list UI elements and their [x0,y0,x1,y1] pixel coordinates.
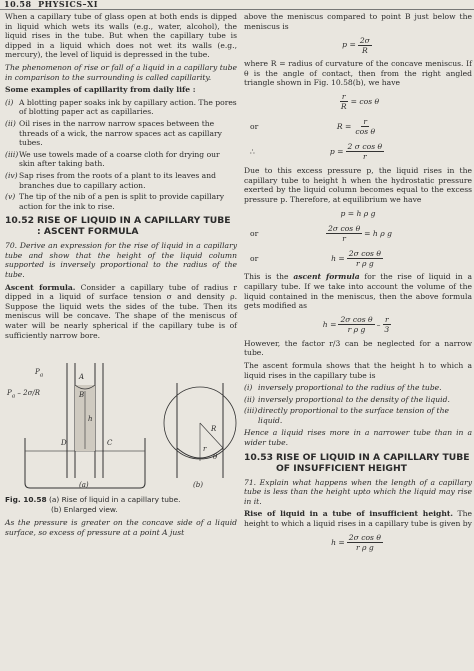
label-a: (a) [79,481,89,490]
equation-3: or R = $\frac{r}{\text{cos θ}}$ [250,117,376,137]
list-item: (v) The tip of the nib of a pen is split to provide capillary action for the ink to rise. [5,192,225,211]
section-heading-10-53: 10.53 RISE OF LIQUID IN A CAPILLARY TUBE OF INSUFFICIENT HEIGHT [244,451,470,474]
equation-2: $\frac{r}{R}$ = cos θ [340,92,380,112]
intro-paragraph: When a capillary tube of glass open at both ends is dipped in liquid which wets its walls (e.g., water, alcohol), the liquid rises in the tube. But when the capillary tube is dipped in a liquid which does not wet its walls (e.g., mercury), the level of liquid is depressed in the tube. [5,12,237,60]
equation-1: p = $\frac{2\sigma}{R}$ [342,35,370,55]
examples-list [5,98,237,212]
equation-6: or $\frac{\text{2σ cos θ}}{r}$ = h ρ g [250,223,392,243]
page-header [0,0,474,10]
capillary-figure [5,343,237,493]
section-heading-10-52: 10.52 RISE OF LIQUID IN A CAPILLARY TUBE : ASCENT FORMULA [5,215,231,238]
label-R: R [211,425,217,434]
equation-9: h = $\frac{\text{2σ cos θ}}{\text{r ρ g}}$ [331,533,381,553]
book-title: PHYSICS–XI [38,0,99,9]
closing-paragraph: As the pressure is greater on the concave side of a liquid surface, so excess of pressure at a point A just [5,518,237,537]
right-intro: above the meniscus compared to point B just below the meniscus is [244,12,472,31]
equation-8: h = $\frac{\text{2σ cos θ}}{\text{r ρ g}}$ – $\frac{r}{3}$ [322,315,390,335]
equation-7: or h = $\frac{\text{2σ cos θ}}{\text{r ρ g}}$ [250,248,381,268]
left-column [5,12,237,541]
label-theta: θ [213,453,218,462]
list-item: (i) A blotting paper soaks ink by capillary action. The pores of blotting paper act as capillaries. [5,97,237,117]
list-item: (ii) inversely proportional to the density of the liquid. [244,394,450,404]
equation-4: ∴ p = $\frac{\text{2 σ cos θ}}{r}$ [250,142,383,162]
list-item: (ii) Oil rises in the narrow narrow spaces between the threads of a wick, the narrow spaces act as capillary tubes. [5,118,222,148]
label-pa: $P_a$ [35,368,44,379]
properties-list [244,383,472,425]
label-r: r [203,445,207,454]
label-p-eq: $P_a - 2\sigma/R$ [7,389,41,400]
figure-caption: Fig. 10.58 (a) Rise of liquid in a capillary tube. (b) Enlarged view. [5,495,181,514]
question-71: 71. Explain what happens when the length of a capillary tube is less than the height upto which the liquid may rise in it. [244,477,472,506]
pressure-paragraph: Due to this excess pressure p, the liquid rises in the capillary tube to height h when the hydrostatic pressure exerted by the liquid column becomes equal to the excess pressure p. Therefore, at equilibrium we have [244,165,472,204]
list-item: (iv) Sap rises from the roots of a plant to its leaves and branches due to capillary action. [5,170,216,190]
label-B: B [79,391,85,400]
examples-heading: Some examples of capillarity from daily life : [5,85,196,95]
height-paragraph: The ascent formula shows that the height h to which a liquid rises in the capillary tube is [244,360,472,380]
list-item: (i) inversely proportional to the radius of the tube. [244,383,442,393]
label-h: h [88,415,93,424]
neglect-paragraph: However, the factor r/3 can be neglected for a narrow tube. [244,338,472,358]
capillary-diagram [5,343,237,493]
page-number: 10.58 [4,0,32,9]
ascent-formula-paragraph: This is the ascent formula for the rise of liquid in a capillary tube. If we take into account the volume of the liquid contained in the meniscus, then the above formula gets modified as [244,272,472,311]
right-column [244,12,472,557]
label-C: C [107,439,113,448]
radius-paragraph: where R = radius of curvature of the concave meniscus. If θ is the angle of contact, then from the right angled triangle shown in Fig. 10.58(b), we have [244,59,472,88]
question-70: 70. Derive an expression for the rise of liquid in a capillary tube and show that the height of the liquid column supported is inversely proportional to the radius of the tube. [5,241,237,280]
label-D: D [61,439,67,448]
list-item: (iii) directly proportional to the surface tension of the liquid. [244,406,449,425]
ascent-paragraph: Ascent formula. Consider a capillary tube of radius r dipped in a liquid of surface tension σ and density ρ. Suppose the liquid wets the sides of the tube. Then its meniscus will be concave. The shape of the meniscus of water will be nearly spherical if the capillary tube is of sufficiently narrow bore. [5,282,237,340]
capillarity-definition: The phenomenon of rise or fall of a liquid in a capillary tube in comparison to the surrounding is called capillarity. [5,62,237,82]
label-b: (b) [193,481,203,490]
label-A: A [79,373,85,382]
equation-5: p = h ρ g [340,208,376,218]
narrow-tube-note: Hence a liquid rises more in a narrower tube than in a wider tube. [244,428,472,448]
list-item: (iii) We use towels made of a coarse cloth for drying our skin after taking bath. [5,149,220,169]
insufficient-height-paragraph: Rise of liquid in a tube of insufficient height. The height to which a liquid rises in a capillary tube is given by [244,509,472,529]
